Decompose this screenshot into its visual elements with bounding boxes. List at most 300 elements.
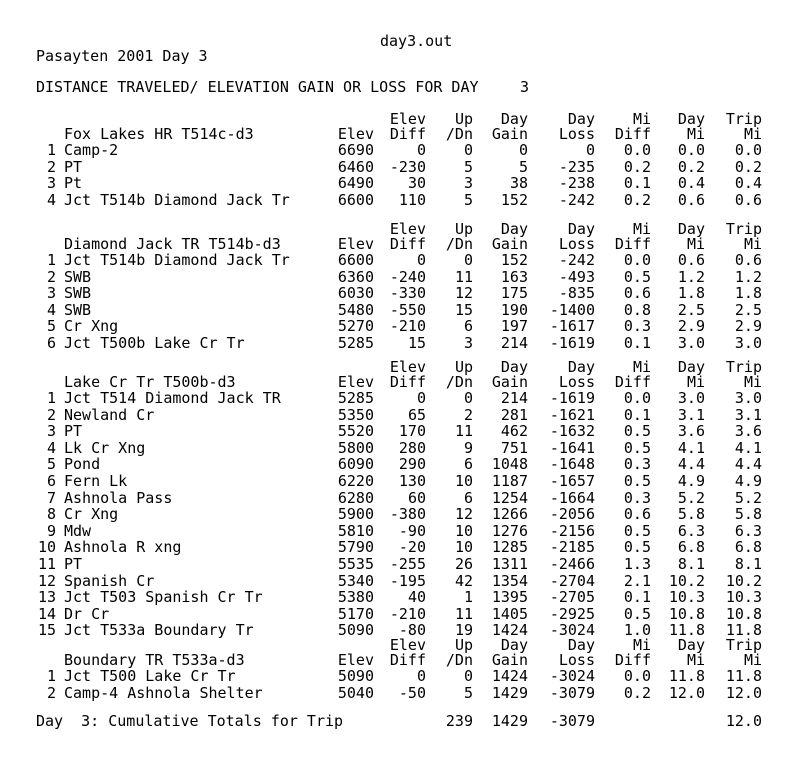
updn-cell: 11 xyxy=(454,604,473,623)
updn-cell: 0 xyxy=(463,667,473,685)
waypoint-name: Newland Cr xyxy=(64,405,155,424)
mi-diff-cell: 0.5 xyxy=(623,472,651,490)
waypoint-name: Jct T500b Lake Cr Tr xyxy=(64,334,245,352)
trip-mi-cell: 2.9 xyxy=(734,317,762,336)
day-loss-cell: -1648 xyxy=(549,455,595,474)
updn-cell: 3 xyxy=(463,334,473,352)
trip-mi-cell: 0.6 xyxy=(734,251,762,269)
page-heading: DISTANCE TRAVELED/ ELEVATION GAIN OR LOSS FOR DAY xyxy=(36,78,479,96)
waypoint-name: Jct T514b Diamond Jack Tr xyxy=(64,190,290,209)
trip-mi-cell: 6.8 xyxy=(734,538,762,557)
mi-diff-cell: 2.1 xyxy=(623,571,651,590)
day-gain-cell: 1276 xyxy=(491,521,528,540)
updn-cell: 0 xyxy=(463,141,473,159)
row-number: 12 xyxy=(37,571,56,590)
column-header-top: Day xyxy=(677,358,705,376)
day-loss-cell: -238 xyxy=(558,174,595,193)
row-number: 2 xyxy=(46,267,56,286)
mi-diff-cell: 0.6 xyxy=(623,284,651,303)
elev-cell: 5790 xyxy=(337,538,374,557)
day-mi-cell: 5.2 xyxy=(677,488,705,507)
day-mi-cell: 0.2 xyxy=(677,157,705,176)
elev-cell: 6220 xyxy=(337,472,374,490)
row-number: 1 xyxy=(46,141,56,159)
updn-cell: 0 xyxy=(463,389,473,407)
elev-diff-cell: 15 xyxy=(407,334,426,352)
column-header-bottom: Mi xyxy=(686,235,705,253)
day-loss-cell: -1617 xyxy=(549,317,595,336)
column-header-top: Elev xyxy=(389,636,426,654)
trip-mi-cell: 0.6 xyxy=(734,190,762,209)
waypoint-name: Ashnola Pass xyxy=(64,488,173,507)
updn-cell: 12 xyxy=(454,505,473,524)
waypoint-name: Fern Lk xyxy=(64,472,128,490)
day-loss-cell: -2185 xyxy=(549,538,595,557)
elev-diff-cell: 60 xyxy=(407,488,426,507)
trip-mi-cell: 4.1 xyxy=(734,438,762,457)
trip-mi-cell: 1.8 xyxy=(734,284,762,303)
row-number: 5 xyxy=(46,455,56,474)
column-header-bottom: Mi xyxy=(743,651,762,669)
elev-cell: 6090 xyxy=(337,455,374,474)
column-header-top: Up xyxy=(454,220,473,238)
trip-mi-cell: 10.8 xyxy=(725,604,762,623)
row-number: 15 xyxy=(37,621,56,640)
column-header-bottom: Diff xyxy=(389,373,426,391)
column-header-top: Elev xyxy=(389,110,426,128)
day-mi-cell: 2.5 xyxy=(677,300,705,319)
column-header-bottom: Diff xyxy=(614,651,651,669)
elev-diff-cell: 30 xyxy=(407,174,426,193)
waypoint-name: PT xyxy=(64,555,83,573)
column-header-top: Mi xyxy=(632,636,651,654)
day-gain-cell: 1405 xyxy=(491,604,528,623)
day-mi-cell: 0.6 xyxy=(677,251,705,269)
day-loss-cell: -2466 xyxy=(549,555,595,573)
mi-diff-cell: 0.5 xyxy=(623,538,651,557)
section-title: Fox Lakes HR T514c-d3 xyxy=(64,125,254,143)
file-name: day3.out xyxy=(380,32,453,50)
mi-diff-cell: 0.0 xyxy=(623,389,651,407)
day-loss-cell: -1619 xyxy=(549,334,595,352)
elev-diff-cell: -230 xyxy=(389,157,426,176)
column-header-top: Up xyxy=(454,358,473,376)
elev-cell: 6600 xyxy=(337,251,374,269)
elev-diff-cell: -195 xyxy=(389,571,426,590)
trip-mi-cell: 8.1 xyxy=(734,555,762,573)
day-gain-cell: 190 xyxy=(500,300,528,319)
column-header-top: Mi xyxy=(632,220,651,238)
day-mi-cell: 1.8 xyxy=(677,284,705,303)
trip-mi-cell: 5.8 xyxy=(734,505,762,524)
column-header-bottom: Diff xyxy=(389,125,426,143)
day-gain-cell: 462 xyxy=(500,422,528,441)
row-number: 9 xyxy=(46,521,56,540)
day-mi-cell: 6.8 xyxy=(677,538,705,557)
total-loss: -3079 xyxy=(549,712,595,730)
day-mi-cell: 3.6 xyxy=(677,422,705,441)
waypoint-name: Camp-4 Ashnola Shelter xyxy=(64,683,263,702)
day-loss-cell: -2925 xyxy=(549,604,595,623)
total-gain: 1429 xyxy=(491,712,528,730)
elev-diff-cell: 65 xyxy=(407,405,426,424)
updn-cell: 6 xyxy=(463,488,473,507)
column-header-top: Day xyxy=(500,220,528,238)
column-header-bottom: Elev xyxy=(337,651,374,669)
day-mi-cell: 2.9 xyxy=(677,317,705,336)
day-gain-cell: 163 xyxy=(500,267,528,286)
column-header-top: Trip xyxy=(725,358,762,376)
day-gain-cell: 214 xyxy=(500,334,528,352)
mi-diff-cell: 0.0 xyxy=(623,667,651,685)
mi-diff-cell: 0.2 xyxy=(623,683,651,702)
day-loss-cell: -835 xyxy=(558,284,595,303)
row-number: 8 xyxy=(46,505,56,524)
updn-cell: 2 xyxy=(463,405,473,424)
updn-cell: 11 xyxy=(454,422,473,441)
trip-mi-cell: 3.6 xyxy=(734,422,762,441)
column-header-bottom: Mi xyxy=(743,373,762,391)
elev-cell: 5800 xyxy=(337,438,374,457)
mi-diff-cell: 0.1 xyxy=(623,174,651,193)
column-header-bottom: Elev xyxy=(337,373,374,391)
updn-cell: 12 xyxy=(454,284,473,303)
updn-cell: 6 xyxy=(463,455,473,474)
day-gain-cell: 1424 xyxy=(491,667,528,685)
elev-cell: 6280 xyxy=(337,488,374,507)
column-header-top: Up xyxy=(454,636,473,654)
day-loss-cell: -1664 xyxy=(549,488,595,507)
mi-diff-cell: 0.1 xyxy=(623,588,651,607)
column-header-bottom: Loss xyxy=(558,235,595,253)
column-header-bottom: Diff xyxy=(389,651,426,669)
column-header-bottom: Mi xyxy=(686,651,705,669)
row-number: 7 xyxy=(46,488,56,507)
day-gain-cell: 152 xyxy=(500,190,528,209)
column-header-top: Day xyxy=(677,110,705,128)
mi-diff-cell: 0.1 xyxy=(623,334,651,352)
day-gain-cell: 1187 xyxy=(491,472,528,490)
column-header-top: Elev xyxy=(389,358,426,376)
column-header-bottom: Gain xyxy=(491,125,528,143)
row-number: 2 xyxy=(46,683,56,702)
waypoint-name: Pond xyxy=(64,455,101,474)
elev-cell: 6460 xyxy=(337,157,374,176)
elev-diff-cell: -210 xyxy=(389,317,426,336)
elev-diff-cell: -210 xyxy=(389,604,426,623)
day-loss-cell: -2705 xyxy=(549,588,595,607)
trip-mi-cell: 6.3 xyxy=(734,521,762,540)
day-gain-cell: 152 xyxy=(500,251,528,269)
mi-diff-cell: 1.3 xyxy=(623,555,651,573)
day-gain-cell: 197 xyxy=(500,317,528,336)
row-number: 1 xyxy=(46,389,56,407)
elev-cell: 6030 xyxy=(337,284,374,303)
day-gain-cell: 214 xyxy=(500,389,528,407)
elev-cell: 5340 xyxy=(337,571,374,590)
day-loss-cell: -1400 xyxy=(549,300,595,319)
column-header-bottom: /Dn xyxy=(445,651,473,669)
elev-cell: 5040 xyxy=(337,683,374,702)
elev-cell: 5520 xyxy=(337,422,374,441)
elev-cell: 6600 xyxy=(337,190,374,209)
elev-diff-cell: 130 xyxy=(398,472,426,490)
mi-diff-cell: 0.3 xyxy=(623,317,651,336)
day-mi-cell: 4.9 xyxy=(677,472,705,490)
trip-mi-cell: 0.4 xyxy=(734,174,762,193)
day-loss-cell: -235 xyxy=(558,157,595,176)
waypoint-name: Camp-2 xyxy=(64,141,119,159)
row-number: 4 xyxy=(46,438,56,457)
waypoint-name: Jct T514 Diamond Jack TR xyxy=(64,389,281,407)
trip-mi-cell: 3.0 xyxy=(734,334,762,352)
column-header-bottom: Diff xyxy=(389,235,426,253)
updn-cell: 26 xyxy=(454,555,473,573)
day-mi-cell: 4.1 xyxy=(677,438,705,457)
waypoint-name: Ashnola R xng xyxy=(64,538,182,557)
trip-mi-cell: 4.4 xyxy=(734,455,762,474)
waypoint-name: SWB xyxy=(64,284,92,303)
day-mi-cell: 11.8 xyxy=(668,667,705,685)
elev-diff-cell: -90 xyxy=(398,521,426,540)
elev-diff-cell: -20 xyxy=(398,538,426,557)
column-header-top: Day xyxy=(567,220,595,238)
column-header-bottom: Mi xyxy=(743,235,762,253)
heading-day-number: 3 xyxy=(520,78,530,96)
waypoint-name: Jct T503 Spanish Cr Tr xyxy=(64,588,263,607)
row-number: 2 xyxy=(46,405,56,424)
elev-cell: 6360 xyxy=(337,267,374,286)
elev-diff-cell: 0 xyxy=(416,667,426,685)
waypoint-name: Dr Cr xyxy=(64,604,110,623)
updn-cell: 1 xyxy=(463,588,473,607)
trip-mi-cell: 5.2 xyxy=(734,488,762,507)
day-mi-cell: 10.3 xyxy=(668,588,705,607)
day-gain-cell: 1254 xyxy=(491,488,528,507)
day-loss-cell: -3024 xyxy=(549,621,595,640)
updn-cell: 42 xyxy=(454,571,473,590)
column-header-bottom: /Dn xyxy=(445,235,473,253)
day-mi-cell: 3.1 xyxy=(677,405,705,424)
mi-diff-cell: 0.5 xyxy=(623,438,651,457)
elev-cell: 5090 xyxy=(337,667,374,685)
day-gain-cell: 1266 xyxy=(491,505,528,524)
day-mi-cell: 1.2 xyxy=(677,267,705,286)
day-loss-cell: -1632 xyxy=(549,422,595,441)
waypoint-name: SWB xyxy=(64,267,92,286)
day-gain-cell: 5 xyxy=(518,157,528,176)
total-trip-mi: 12.0 xyxy=(725,712,762,730)
elev-cell: 5380 xyxy=(337,588,374,607)
elev-diff-cell: 0 xyxy=(416,141,426,159)
elev-diff-cell: 170 xyxy=(398,422,426,441)
day-mi-cell: 3.0 xyxy=(677,334,705,352)
trip-mi-cell: 3.0 xyxy=(734,389,762,407)
updn-cell: 19 xyxy=(454,621,473,640)
mi-diff-cell: 0.2 xyxy=(623,157,651,176)
mi-diff-cell: 1.0 xyxy=(623,621,651,640)
elev-diff-cell: 110 xyxy=(398,190,426,209)
updn-cell: 0 xyxy=(463,251,473,269)
updn-cell: 6 xyxy=(463,317,473,336)
column-header-bottom: Gain xyxy=(491,235,528,253)
column-header-top: Day xyxy=(500,636,528,654)
updn-cell: 10 xyxy=(454,472,473,490)
day-loss-cell: -493 xyxy=(558,267,595,286)
column-header-top: Trip xyxy=(725,110,762,128)
updn-cell: 10 xyxy=(454,538,473,557)
day-mi-cell: 8.1 xyxy=(677,555,705,573)
trip-mi-cell: 2.5 xyxy=(734,300,762,319)
column-header-bottom: Elev xyxy=(337,235,374,253)
waypoint-name: PT xyxy=(64,157,83,176)
row-number: 3 xyxy=(46,174,56,193)
day-gain-cell: 1285 xyxy=(491,538,528,557)
day-gain-cell: 1424 xyxy=(491,621,528,640)
day-loss-cell: -2156 xyxy=(549,521,595,540)
trip-mi-cell: 0.0 xyxy=(734,141,762,159)
day-loss-cell: -2704 xyxy=(549,571,595,590)
elev-cell: 5900 xyxy=(337,505,374,524)
waypoint-name: Pt xyxy=(64,174,83,193)
updn-cell: 5 xyxy=(463,683,473,702)
elev-cell: 5090 xyxy=(337,621,374,640)
day-loss-cell: -1657 xyxy=(549,472,595,490)
trip-mi-cell: 3.1 xyxy=(734,405,762,424)
column-header-bottom: Mi xyxy=(743,125,762,143)
updn-cell: 15 xyxy=(454,300,473,319)
column-header-bottom: Diff xyxy=(614,373,651,391)
waypoint-name: PT xyxy=(64,422,83,441)
waypoint-name: Jct T533a Boundary Tr xyxy=(64,621,254,640)
column-header-top: Day xyxy=(567,110,595,128)
elev-diff-cell: -330 xyxy=(389,284,426,303)
day-loss-cell: -3024 xyxy=(549,667,595,685)
trip-mi-cell: 11.8 xyxy=(725,621,762,640)
waypoint-name: Lk Cr Xng xyxy=(64,438,146,457)
row-number: 14 xyxy=(37,604,56,623)
column-header-top: Day xyxy=(500,358,528,376)
total-updn: 239 xyxy=(445,712,473,730)
elev-diff-cell: -255 xyxy=(389,555,426,573)
waypoint-name: Jct T500 Lake Cr Tr xyxy=(64,667,236,685)
row-number: 3 xyxy=(46,422,56,441)
waypoint-name: Cr Xng xyxy=(64,505,119,524)
column-header-bottom: Loss xyxy=(558,373,595,391)
elev-diff-cell: 0 xyxy=(416,251,426,269)
trip-mi-cell: 12.0 xyxy=(725,683,762,702)
elev-cell: 5170 xyxy=(337,604,374,623)
day-mi-cell: 0.6 xyxy=(677,190,705,209)
row-number: 5 xyxy=(46,317,56,336)
row-number: 6 xyxy=(46,334,56,352)
mi-diff-cell: 0.8 xyxy=(623,300,651,319)
document-title: Pasayten 2001 Day 3 xyxy=(36,47,208,65)
row-number: 1 xyxy=(46,667,56,685)
updn-cell: 10 xyxy=(454,521,473,540)
day-gain-cell: 0 xyxy=(518,141,528,159)
section-title: Boundary TR T533a-d3 xyxy=(64,651,245,669)
day-mi-cell: 0.0 xyxy=(677,141,705,159)
column-header-top: Elev xyxy=(389,220,426,238)
waypoint-name: Jct T514b Diamond Jack Tr xyxy=(64,251,290,269)
day-mi-cell: 4.4 xyxy=(677,455,705,474)
trip-mi-cell: 4.9 xyxy=(734,472,762,490)
row-number: 4 xyxy=(46,300,56,319)
waypoint-name: SWB xyxy=(64,300,92,319)
day-mi-cell: 0.4 xyxy=(677,174,705,193)
elev-cell: 5810 xyxy=(337,521,374,540)
row-number: 3 xyxy=(46,284,56,303)
mi-diff-cell: 0.5 xyxy=(623,422,651,441)
column-header-top: Mi xyxy=(632,110,651,128)
elev-cell: 6490 xyxy=(337,174,374,193)
column-header-top: Mi xyxy=(632,358,651,376)
column-header-top: Day xyxy=(677,636,705,654)
day-mi-cell: 11.8 xyxy=(668,621,705,640)
elev-cell: 5285 xyxy=(337,389,374,407)
day-loss-cell: -1621 xyxy=(549,405,595,424)
elev-cell: 5350 xyxy=(337,405,374,424)
waypoint-name: Cr Xng xyxy=(64,317,119,336)
column-header-top: Day xyxy=(677,220,705,238)
updn-cell: 5 xyxy=(463,157,473,176)
day-gain-cell: 1311 xyxy=(491,555,528,573)
column-header-bottom: Gain xyxy=(491,373,528,391)
day-gain-cell: 1048 xyxy=(491,455,528,474)
trip-mi-cell: 11.8 xyxy=(725,667,762,685)
column-header-bottom: Mi xyxy=(686,373,705,391)
mi-diff-cell: 0.3 xyxy=(623,455,651,474)
elev-diff-cell: -80 xyxy=(398,621,426,640)
trip-mi-cell: 10.2 xyxy=(725,571,762,590)
column-header-bottom: /Dn xyxy=(445,373,473,391)
updn-cell: 9 xyxy=(463,438,473,457)
row-number: 6 xyxy=(46,472,56,490)
elev-diff-cell: -240 xyxy=(389,267,426,286)
day-gain-cell: 1354 xyxy=(491,571,528,590)
day-gain-cell: 751 xyxy=(500,438,528,457)
updn-cell: 5 xyxy=(463,190,473,209)
updn-cell: 11 xyxy=(454,267,473,286)
day-mi-cell: 10.8 xyxy=(668,604,705,623)
day-loss-cell: -242 xyxy=(558,190,595,209)
trip-mi-cell: 1.2 xyxy=(734,267,762,286)
section-title: Diamond Jack TR T514b-d3 xyxy=(64,235,281,253)
mi-diff-cell: 0.0 xyxy=(623,141,651,159)
day-mi-cell: 12.0 xyxy=(668,683,705,702)
mi-diff-cell: 0.5 xyxy=(623,267,651,286)
column-header-top: Day xyxy=(567,636,595,654)
column-header-bottom: Loss xyxy=(558,651,595,669)
column-header-bottom: /Dn xyxy=(445,125,473,143)
row-number: 1 xyxy=(46,251,56,269)
day-gain-cell: 1429 xyxy=(491,683,528,702)
elev-cell: 5285 xyxy=(337,334,374,352)
elev-cell: 5535 xyxy=(337,555,374,573)
column-header-bottom: Diff xyxy=(614,235,651,253)
row-number: 13 xyxy=(37,588,56,607)
day-gain-cell: 281 xyxy=(500,405,528,424)
column-header-bottom: Gain xyxy=(491,651,528,669)
mi-diff-cell: 0.2 xyxy=(623,190,651,209)
day-mi-cell: 6.3 xyxy=(677,521,705,540)
day-mi-cell: 5.8 xyxy=(677,505,705,524)
day-loss-cell: -242 xyxy=(558,251,595,269)
day-loss-cell: -1619 xyxy=(549,389,595,407)
mi-diff-cell: 0.3 xyxy=(623,488,651,507)
elev-diff-cell: 0 xyxy=(416,389,426,407)
